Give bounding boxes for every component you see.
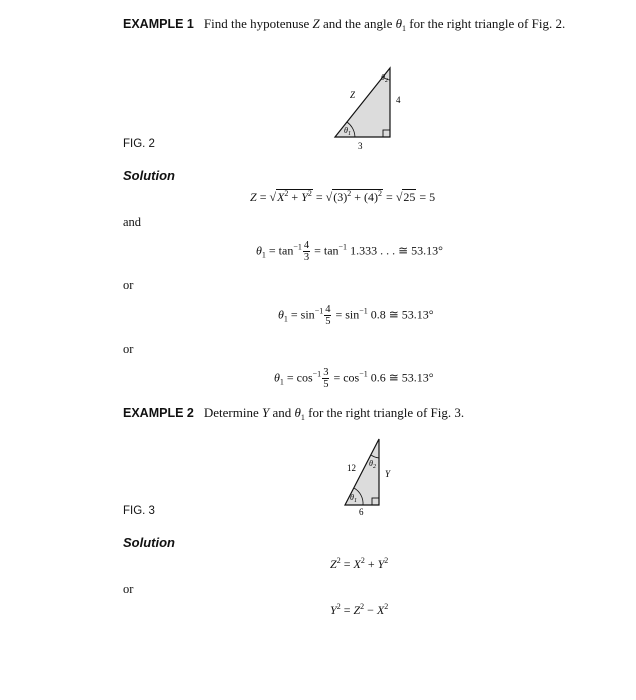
eq5-pythagorean: $Z^2 = X^2 + Y^2$ <box>330 556 389 571</box>
fig2-label-theta2: $\theta_2$ <box>381 73 388 84</box>
eq6-rearranged: $Y^2 = Z^2 - X^2$ <box>330 602 389 617</box>
example1-theta-sub: 1 <box>401 24 406 33</box>
fig2-label-z: Z <box>350 90 356 100</box>
example2-text-pre: Determine <box>203 405 262 420</box>
fig3-label-6: 6 <box>359 507 364 517</box>
example1-heading <box>123 15 565 33</box>
example2-var-y: Y <box>261 405 270 420</box>
example2-text-mid: and <box>269 405 295 420</box>
example1-label: EXAMPLE 1 <box>123 17 194 31</box>
example1-text-mid: and the angle <box>319 16 396 31</box>
example2-text-post: for the right triangle of Fig. 3. <box>304 405 465 420</box>
example2-heading <box>123 404 464 422</box>
fig3-label-theta2: $\theta_2$ <box>369 459 376 470</box>
eq1-pythagorean: $Z = √X^2 + Y^2 = √(3)^2 + (4)^2 = √25 = 5$ <box>250 189 436 204</box>
eq3-sin: $\theta_1 = \sin^{-1}$ $\frac{4}{5}$ = $\sin^{-1} 0.8$ ≅ 53.13° <box>278 304 434 327</box>
fig2-label-4: 4 <box>396 95 401 105</box>
example2-theta-sub: 1 <box>300 413 305 422</box>
fig2-label: FIG. 2 <box>123 138 155 150</box>
fig3-triangle <box>335 433 405 523</box>
fig3-label-12: 12 <box>347 463 356 473</box>
fig3-label: FIG. 3 <box>123 505 155 517</box>
example1-theta: θ <box>395 16 402 31</box>
solution2-label: Solution <box>123 535 175 550</box>
fig2-triangle <box>325 58 415 153</box>
conj-or-3: or <box>123 582 134 596</box>
example1-var-z: Z <box>312 16 320 31</box>
fig3-label-theta1: $\theta_1$ <box>350 493 357 504</box>
fig3-label-y: Y <box>385 469 391 479</box>
conj-and: and <box>123 215 142 229</box>
example1-text-post: for the right triangle of Fig. 2. <box>405 16 566 31</box>
example1-text-pre: Find the hypotenuse <box>203 16 313 31</box>
eq2-tan: $\theta_1 = \tan^{-1}$ $\frac{4}{3}$ = $\tan^{-1} 1.333$ . . . ≅ 53.13° <box>256 240 443 263</box>
example2-label: EXAMPLE 2 <box>123 406 194 420</box>
fig2-label-theta1: $\theta_1$ <box>344 126 351 137</box>
example2-theta: θ <box>294 405 301 420</box>
eq4-cos: $\theta_1 = \cos^{-1}$ $\frac{3}{5}$ = $\cos^{-1} 0.6$ ≅ 53.13° <box>274 367 434 390</box>
fig2-label-3: 3 <box>358 141 363 151</box>
solution1-label: Solution <box>123 168 175 183</box>
conj-or-1: or <box>123 278 134 292</box>
conj-or-2: or <box>123 342 134 356</box>
